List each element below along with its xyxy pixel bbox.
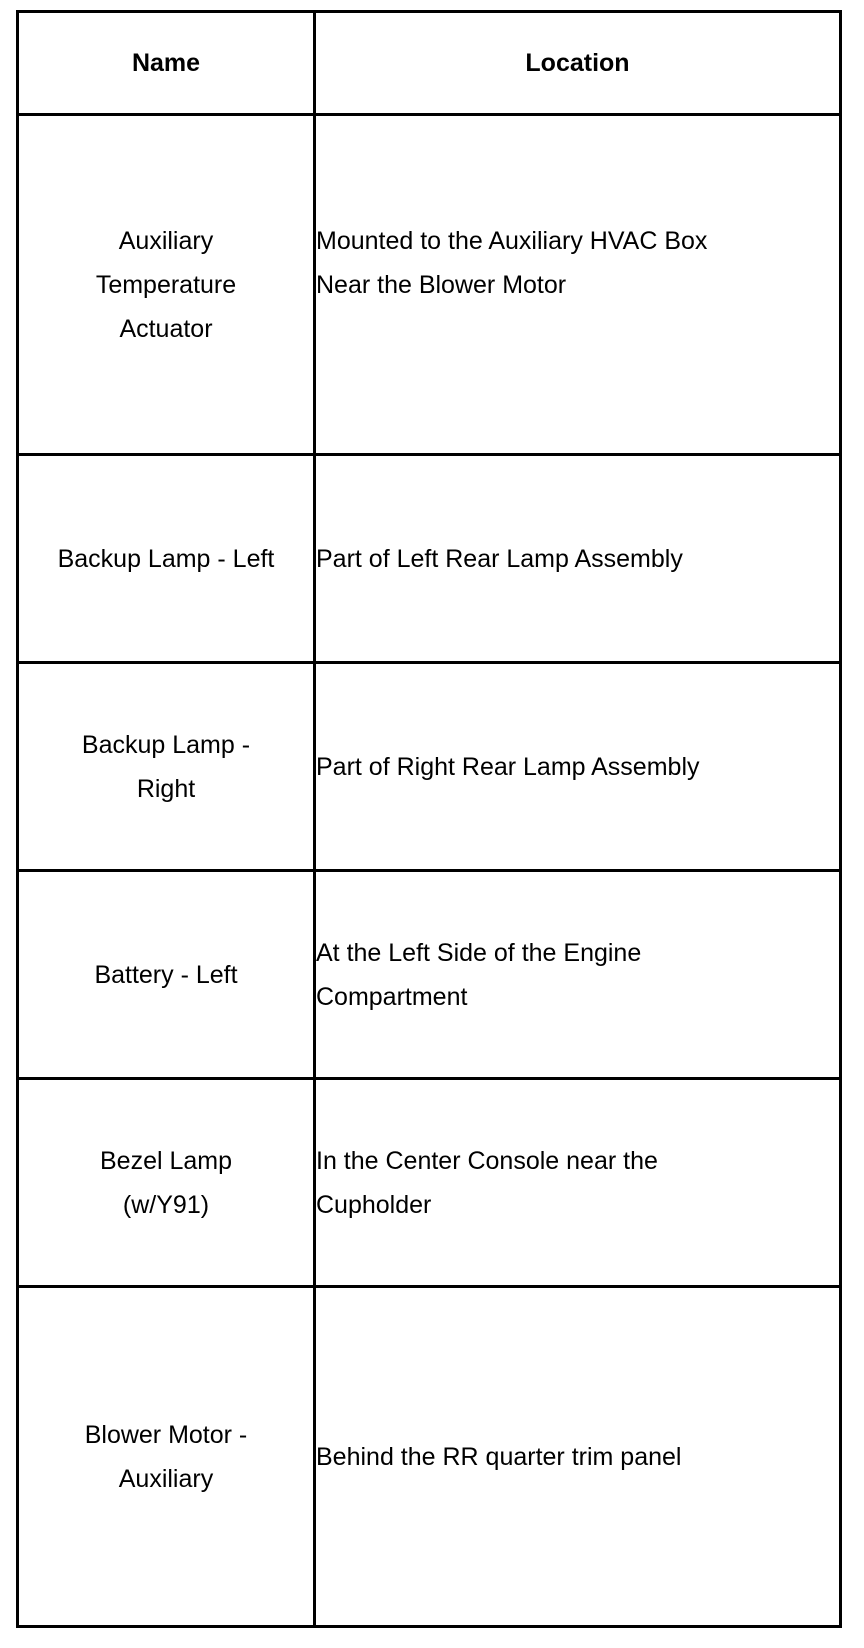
component-name: Auxiliary Temperature Actuator (95, 226, 237, 343)
component-name: Backup Lamp - Left (57, 544, 275, 573)
table-row (18, 115, 841, 455)
location-cell (315, 663, 841, 871)
name-cell (18, 455, 315, 663)
location-cell (315, 871, 841, 1079)
component-location: Behind the RR quarter trim panel (316, 1442, 682, 1471)
component-location: Part of Left Rear Lamp Assembly (316, 544, 683, 573)
table-row (18, 455, 841, 663)
location-cell (315, 1079, 841, 1287)
name-cell (18, 1079, 315, 1287)
table-row (18, 663, 841, 871)
component-name: Blower Motor - Auxiliary (84, 1420, 248, 1493)
location-cell (315, 115, 841, 455)
component-name: Bezel Lamp (w/Y91) (99, 1146, 233, 1219)
location-cell (315, 455, 841, 663)
component-location: Part of Right Rear Lamp Assembly (316, 752, 700, 781)
component-name: Battery - Left (94, 960, 238, 989)
table-row (18, 1287, 841, 1627)
location-column-header: Location (315, 12, 841, 115)
table-row (18, 871, 841, 1079)
component-location: At the Left Side of the Engine Compartment (316, 938, 642, 1011)
name-column-header: Name (18, 12, 315, 115)
name-cell (18, 663, 315, 871)
name-cell (18, 1287, 315, 1627)
name-cell (18, 871, 315, 1079)
location-cell (315, 1287, 841, 1627)
component-location: In the Center Console near the Cupholder (316, 1146, 658, 1219)
component-name: Backup Lamp - Right (81, 730, 251, 803)
name-cell (18, 115, 315, 455)
component-location: Mounted to the Auxiliary HVAC Box Near the Blower Motor (316, 226, 708, 299)
table-row (18, 1079, 841, 1287)
component-location-table (16, 10, 842, 1628)
header-row (18, 12, 841, 115)
